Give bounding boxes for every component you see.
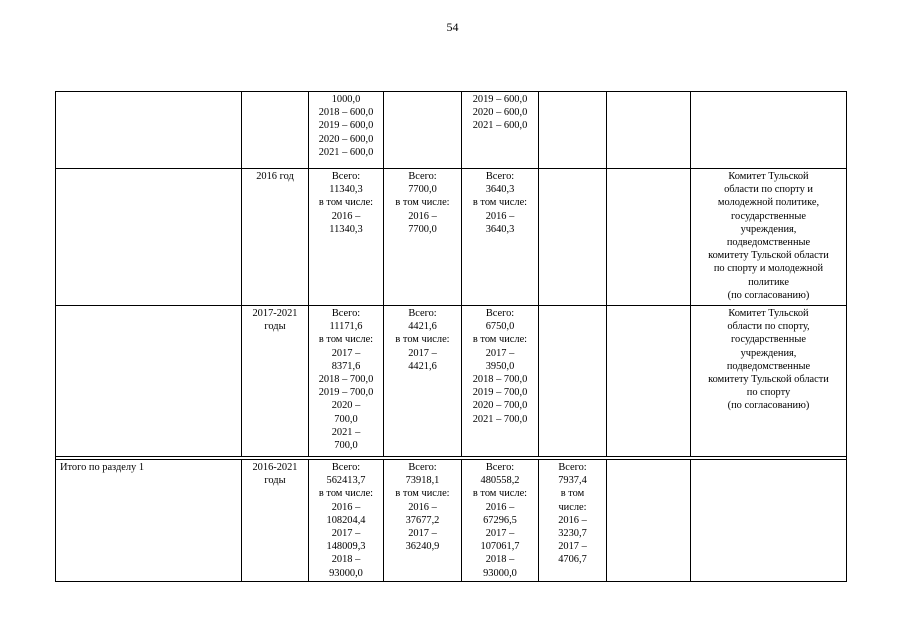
regional-funding-cell: Всего: 480558,2 в том числе: 2016 – 67296,5 2017 – 107061,7 2018 – 93000,0	[462, 460, 539, 582]
extra-funding-cell	[607, 92, 691, 169]
section-cell	[56, 92, 242, 169]
program-table	[55, 91, 847, 582]
executor-cell	[691, 460, 847, 582]
total-funding-cell: Всего: 562413,7 в том числе: 2016 – 108204,4 2017 – 148009,3 2018 – 93000,0	[309, 460, 384, 582]
section-cell: Итого по разделу 1	[56, 460, 242, 582]
local-funding-cell	[539, 169, 607, 306]
total-funding-cell: Всего: 11340,3 в том числе: 2016 – 11340,3	[309, 169, 384, 306]
executor-cell: Комитет Тульской области по спорту и молодежной политике, государственные учреждения, подведомственные комитету Тульской области по спорту и молодежной политике (по согласованию)	[691, 169, 847, 306]
federal-funding-cell	[384, 92, 462, 169]
period-cell: 2017-2021 годы	[242, 306, 309, 457]
period-cell	[242, 92, 309, 169]
section-cell	[56, 306, 242, 457]
federal-funding-cell: Всего: 7700,0 в том числе: 2016 – 7700,0	[384, 169, 462, 306]
federal-funding-cell: Всего: 4421,6 в том числе: 2017 – 4421,6	[384, 306, 462, 457]
executor-cell: Комитет Тульской области по спорту, государственные учреждения, подведомственные комитету Тульской области по спорту (по согласованию)	[691, 306, 847, 457]
page-number: 54	[446, 20, 459, 34]
period-cell: 2016-2021 годы	[242, 460, 309, 582]
regional-funding-cell: 2019 – 600,0 2020 – 600,0 2021 – 600,0	[462, 92, 539, 169]
extra-funding-cell	[607, 460, 691, 582]
total-funding-cell: 1000,0 2018 – 600,0 2019 – 600,0 2020 – 600,0 2021 – 600,0	[309, 92, 384, 169]
total-funding-cell: Всего: 11171,6 в том числе: 2017 – 8371,6 2018 – 700,0 2019 – 700,0 2020 – 700,0 2021 – 700,0	[309, 306, 384, 457]
local-funding-cell	[539, 92, 607, 169]
local-funding-cell	[539, 306, 607, 457]
regional-funding-cell: Всего: 6750,0 в том числе: 2017 – 3950,0 2018 – 700,0 2019 – 700,0 2020 – 700,0 2021 – 700,0	[462, 306, 539, 457]
local-funding-cell: Всего: 7937,4 в том числе: 2016 – 3230,7 2017 – 4706,7	[539, 460, 607, 582]
table-row	[56, 306, 847, 457]
total-row	[56, 460, 847, 582]
extra-funding-cell	[607, 306, 691, 457]
federal-funding-cell: Всего: 73918,1 в том числе: 2016 – 37677,2 2017 – 36240,9	[384, 460, 462, 582]
extra-funding-cell	[607, 169, 691, 306]
section-cell	[56, 169, 242, 306]
executor-cell	[691, 92, 847, 169]
regional-funding-cell: Всего: 3640,3 в том числе: 2016 – 3640,3	[462, 169, 539, 306]
table-row	[56, 92, 847, 169]
table-row	[56, 169, 847, 306]
period-cell: 2016 год	[242, 169, 309, 306]
